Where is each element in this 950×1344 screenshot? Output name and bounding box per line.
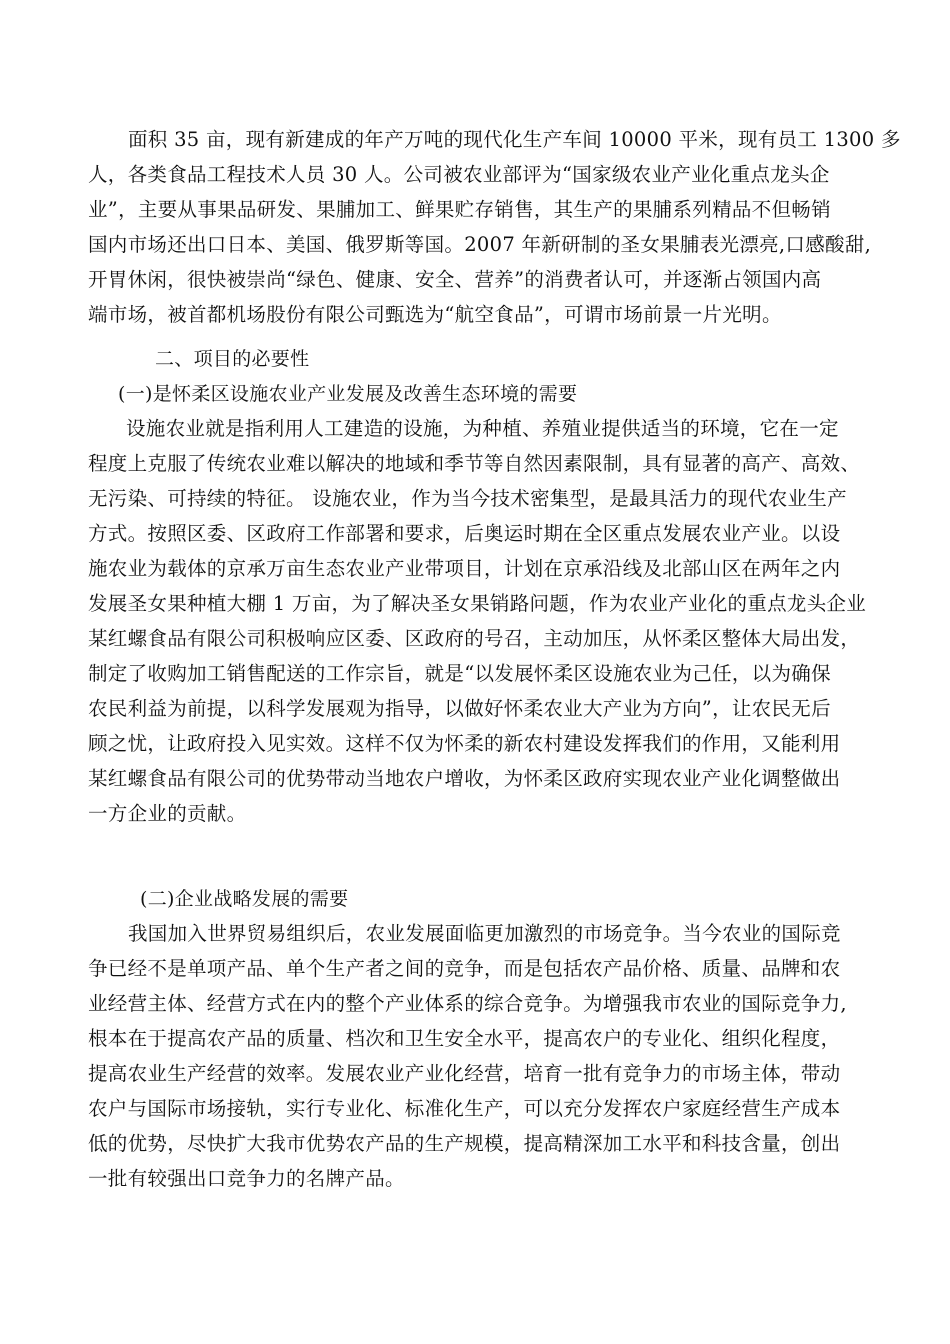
paragraph-line: 施农业为载体的京承万亩生态农业产业带项目，计划在京承沿线及北部山区在两年之内 (88, 557, 841, 580)
paragraph-line: 方式。按照区委、区政府工作部署和要求，后奥运时期在全区重点发展农业产业。以设 (88, 522, 841, 545)
paragraph-line: 顾之忧，让政府投入见实效。这样不仅为怀柔的新农村建设发挥我们的作用，又能利用 (88, 732, 841, 755)
paragraph-line: 业”，主要从事果品研发、果脯加工、鲜果贮存销售，其生产的果脯系列精品不但畅销 (88, 198, 831, 221)
paragraph-line: 人，各类食品工程技术人员 30 人。公司被农业部评为“国家级农业产业化重点龙头企 (88, 163, 830, 186)
paragraph-line: 面积 35 亩，现有新建成的年产万吨的现代化生产车间 10000 平米，现有员工 1300 多 (128, 128, 901, 151)
paragraph-line: 开胃休闲，很快被崇尚“绿色、健康、安全、营养”的消费者认可，并逐渐占领国内高 (88, 268, 822, 291)
paragraph-line: 根本在于提高农产品的质量、档次和卫生安全水平，提高农户的专业化、组织化程度， (88, 1027, 841, 1050)
paragraph-line: 一方企业的贡献。 (88, 802, 247, 825)
paragraph-line: 低的优势，尽快扩大我市优势农产品的生产规模，提高精深加工水平和科技含量，创出 (88, 1132, 841, 1155)
section-heading: 二、项目的必要性 (155, 348, 310, 370)
subsection-heading: (二)企业战略发展的需要 (140, 888, 349, 910)
paragraph-line: 设施农业就是指利用人工建造的设施，为种植、养殖业提供适当的环境，它在一定 (126, 417, 839, 440)
paragraph-line: 无污染、可持续的特征。 设施农业，作为当今技术密集型，是最具活力的现代农业生产 (88, 487, 847, 510)
paragraph-line: 争已经不是单项产品、单个生产者之间的竞争，而是包括农产品价格、质量、品牌和农 (88, 957, 841, 980)
paragraph-line: 农户与国际市场接轨，实行专业化、标准化生产，可以充分发挥农户家庭经营生产成本 (88, 1097, 841, 1120)
paragraph-line: 端市场，被首都机场股份有限公司甄选为“航空食品”，可谓市场前景一片光明。 (88, 303, 782, 326)
paragraph-line: 我国加入世界贸易组织后，农业发展面临更加激烈的市场竞争。当今农业的国际竞 (128, 922, 841, 945)
paragraph-line: 提高农业生产经营的效率。发展农业产业化经营，培育一批有竞争力的市场主体，带动 (88, 1062, 841, 1085)
paragraph-line: 程度上克服了传统农业难以解决的地域和季节等自然因素限制，具有显著的高产、高效、 (88, 452, 861, 475)
paragraph-line: 制定了收购加工销售配送的工作宗旨，就是“以发展怀柔区设施农业为己任，以为确保 (88, 662, 831, 685)
paragraph-line: 国内市场还出口日本、美国、俄罗斯等国。2007 年新研制的圣女果脯表光漂亮,口感酸甜, (88, 233, 872, 256)
paragraph-line: 某红螺食品有限公司的优势带动当地农户增收，为怀柔区政府实现农业产业化调整做出 (88, 767, 841, 790)
paragraph-line: 发展圣女果种植大棚 1 万亩，为了解决圣女果销路问题，作为农业产业化的重点龙头企业 (88, 592, 867, 615)
subsection-heading: (一)是怀柔区设施农业产业发展及改善生态环境的需要 (118, 383, 578, 405)
paragraph-line: 某红螺食品有限公司积极响应区委、区政府的号召，主动加压，从怀柔区整体大局出发， (88, 627, 861, 650)
paragraph-line: 一批有较强出口竞争力的名牌产品。 (88, 1167, 405, 1190)
paragraph-line: 农民利益为前提，以科学发展观为指导，以做好怀柔农业大产业为方向”，让农民无后 (88, 697, 831, 720)
paragraph-line: 业经营主体、经营方式在内的整个产业体系的综合竞争。为增强我市农业的国际竞争力, (88, 992, 847, 1015)
